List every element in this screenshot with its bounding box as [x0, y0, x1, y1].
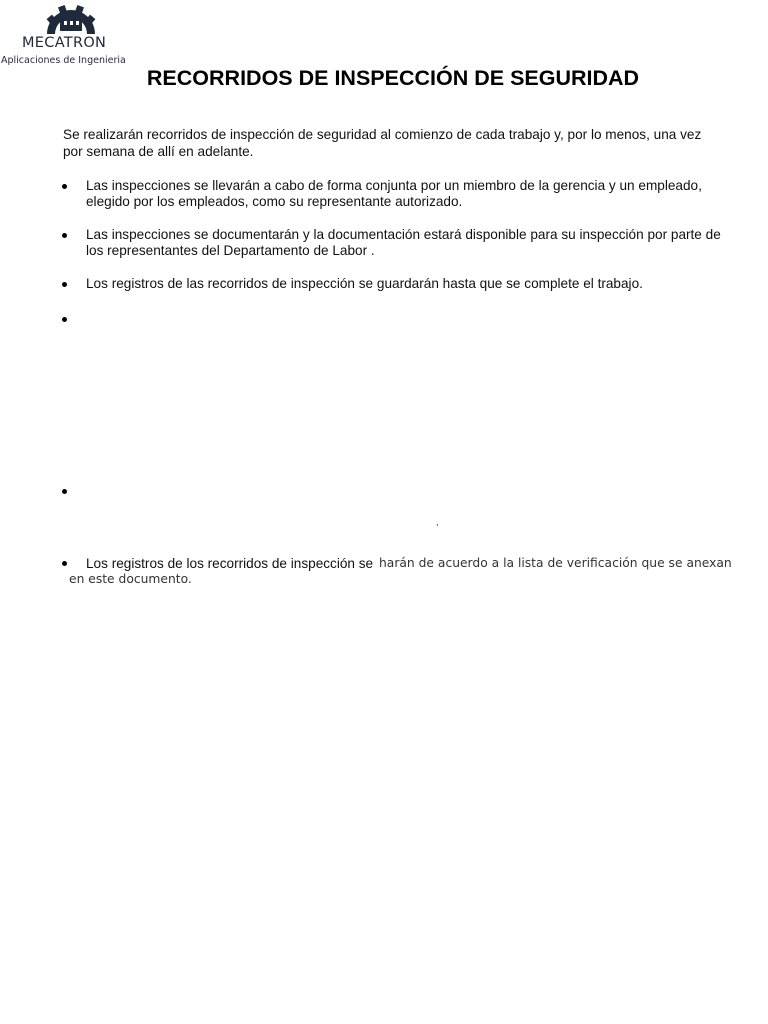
list-item-text: Los registros de las recorridos de inspección se guardarán hasta que se complete el trabajo. — [86, 276, 643, 291]
last-item-text-part2: harán de acuerdo a la lista de verificación que se anexan — [379, 556, 732, 570]
bullet-icon — [62, 233, 67, 238]
bullet-icon — [62, 282, 67, 287]
list-item — [60, 276, 732, 292]
logo-tagline: Aplicaciones de Ingenieria — [1, 55, 126, 66]
list-item — [60, 178, 732, 210]
document-title: RECORRIDOS DE INSPECCIÓN DE SEGURIDAD — [146, 66, 640, 90]
intro-paragraph: Se realizarán recorridos de inspección de seguridad al comienzo de cada trabajo y, por lo menos, una vez por semana de allí en adelante. — [63, 127, 702, 159]
bullet-icon — [62, 317, 67, 322]
bullet-icon — [62, 489, 67, 494]
list-item-text: Las inspecciones se documentarán y la documentación estará disponible para su inspección por parte de los representantes del Departamento de Labor . — [86, 227, 721, 258]
list-item-text: Las inspecciones se llevarán a cabo de forma conjunta por un miembro de la gerencia y un empleado, elegido por los empleados, como su representante autorizado. — [86, 178, 702, 209]
bullet-icon — [62, 184, 67, 189]
gear-factory-icon — [42, 2, 100, 36]
company-logo — [0, 2, 150, 68]
list-item-empty — [60, 311, 732, 327]
last-item-text-part3: en este documento. — [69, 572, 192, 586]
logo-name: MECATRON — [22, 35, 107, 51]
list-item — [60, 227, 732, 259]
bullet-icon — [62, 561, 67, 566]
stray-mark: , — [436, 517, 439, 527]
last-item-text-part1: Los registros de los recorridos de inspección se — [86, 556, 374, 571]
list-item-empty — [60, 483, 732, 499]
